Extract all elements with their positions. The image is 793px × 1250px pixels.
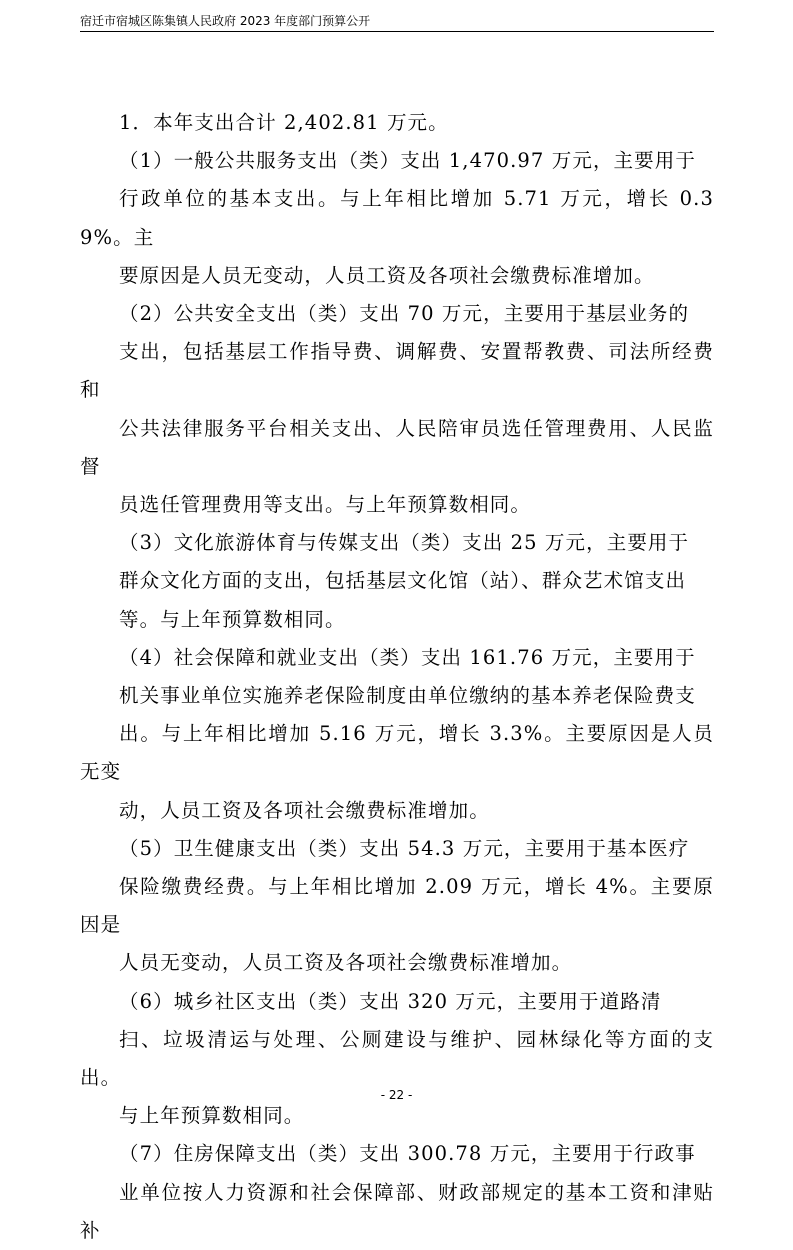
text-line: 动，人员工资及各项社会缴费标准增加。 <box>119 798 490 822</box>
text-line: （1）一般公共服务支出（类）支出 1,470.97 万元，主要用于 <box>119 149 696 173</box>
text-line: （6）城乡社区支出（类）支出 320 万元，主要用于道路清 <box>119 989 662 1013</box>
text-line: （3）文化旅游体育与传媒支出（类）支出 25 万元，主要用于 <box>119 531 690 555</box>
text-line: 公共法律服务平台相关支出、人民陪审员选任管理费用、人民监督 <box>80 416 714 478</box>
page-header-title: 宿迁市宿城区陈集镇人民政府 2023 年度部门预算公开 <box>80 14 371 28</box>
text-line: （5）卫生健康支出（类）支出 54.3 万元，主要用于基本医疗 <box>119 836 690 860</box>
text-line: 机关事业单位实施养老保险制度由单位缴纳的基本养老保险费支 <box>119 684 696 708</box>
paragraph-health <box>80 830 714 983</box>
text-line: （2）公共安全支出（类）支出 70 万元，主要用于基层业务的 <box>119 302 690 326</box>
paragraph-public-safety <box>80 295 714 524</box>
text-line: 等。与上年预算数相同。 <box>119 607 346 631</box>
text-line: 行政单位的基本支出。与上年相比增加 5.71 万元，增长 0.39%。主 <box>80 187 714 249</box>
document-body <box>80 104 714 1250</box>
page-number: - 22 - <box>380 1088 413 1102</box>
text-line: 1．本年支出合计 2,402.81 万元。 <box>119 111 449 134</box>
paragraph-social-security <box>80 639 714 830</box>
paragraph-general-public-services <box>80 142 714 295</box>
text-line: 保险缴费经费。与上年相比增加 2.09 万元，增长 4%。主要原因是 <box>80 875 714 937</box>
text-line: 要原因是人员无变动，人员工资及各项社会缴费标准增加。 <box>119 263 655 287</box>
paragraph-housing-security <box>80 1135 714 1250</box>
paragraph-culture-tourism <box>80 524 714 639</box>
text-line: 扫、垃圾清运与处理、公厕建设与维护、园林绿化等方面的支出。 <box>80 1027 714 1090</box>
text-line: 业单位按人力资源和社会保障部、财政部规定的基本工资和津贴补 <box>80 1180 714 1242</box>
text-line: 员选任管理费用等支出。与上年预算数相同。 <box>119 493 532 517</box>
text-line: （4）社会保障和就业支出（类）支出 161.76 万元，主要用于 <box>119 645 696 669</box>
text-line: 出。与上年相比增加 5.16 万元，增长 3.3%。主要原因是人员无变 <box>80 722 714 784</box>
text-line: （7）住房保障支出（类）支出 300.78 万元，主要用于行政事 <box>119 1142 696 1166</box>
text-line: 与上年预算数相同。 <box>119 1104 305 1128</box>
paragraph-total-expenditure <box>80 104 714 142</box>
text-line: 群众文化方面的支出，包括基层文化馆（站）、群众艺术馆支出 <box>119 569 687 593</box>
paragraph-urban-rural-community <box>80 983 714 1136</box>
header-divider <box>80 31 714 32</box>
text-line: 人员无变动，人员工资及各项社会缴费标准增加。 <box>119 951 573 975</box>
text-line: 支出，包括基层工作指导费、调解费、安置帮教费、司法所经费和 <box>80 340 714 402</box>
